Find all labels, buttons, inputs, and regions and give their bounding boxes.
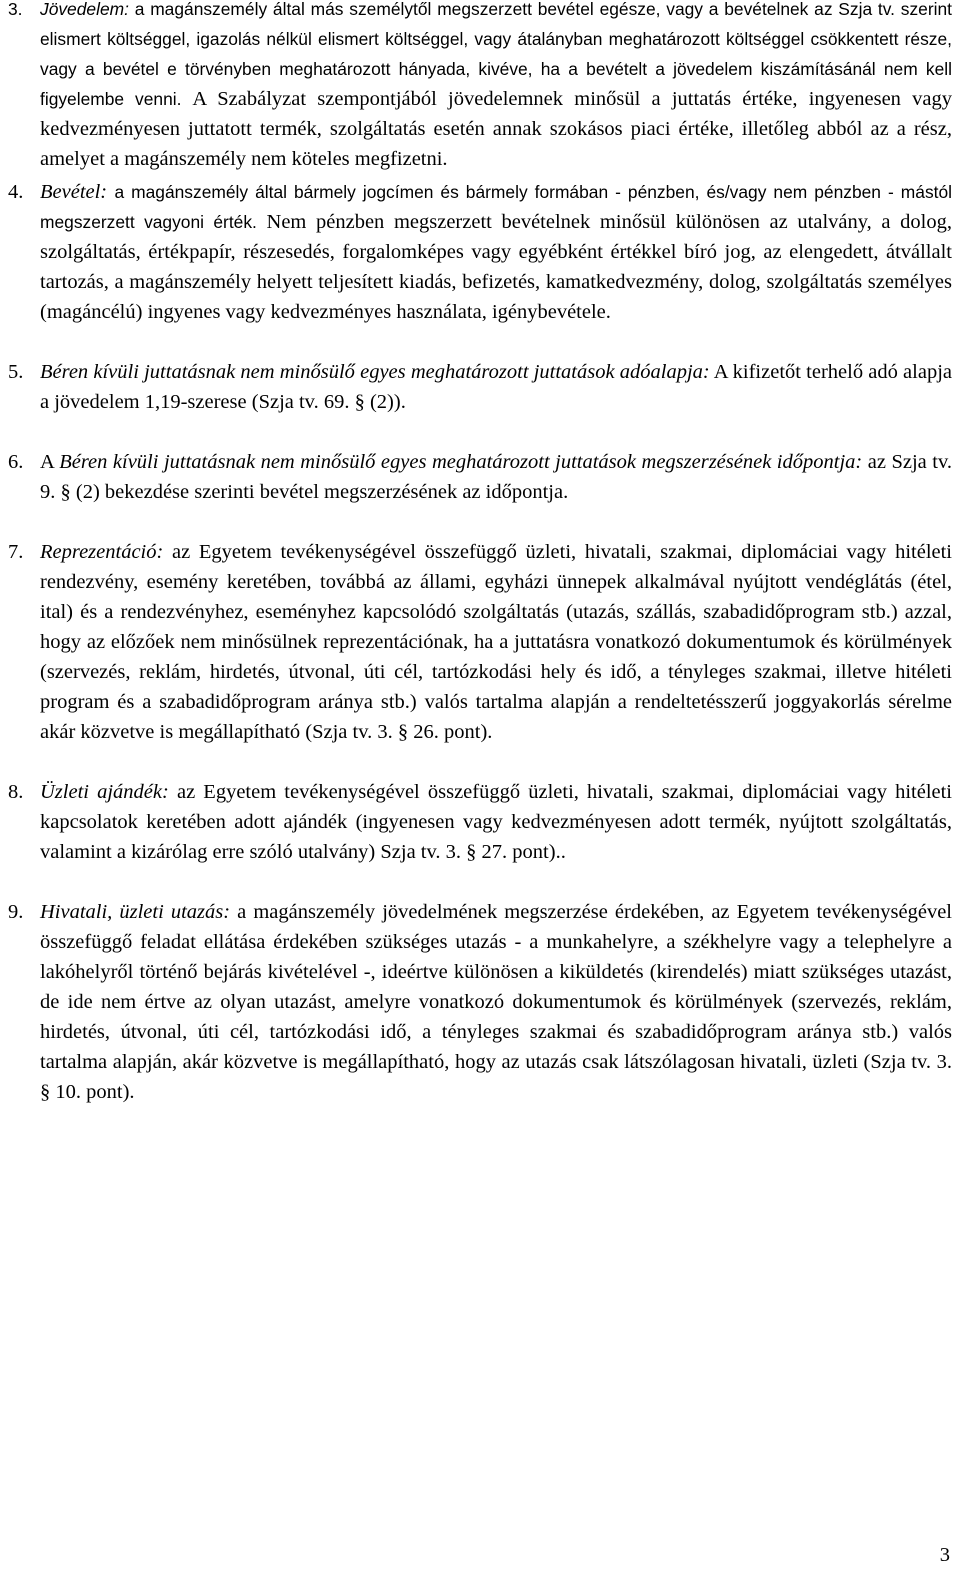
definition-text: az Szja tv. 9. § (2) bekezdése szerinti bevétel megszerzésének az időpontja. [40, 451, 953, 503]
definition-text: a magánszemély jövedelmének megszerzése érdekében, az Egyetem tevékenységével összefüggő feladat ellátása érdekében szükséges utazás - a munkahelyre, a székhelyre vagy a telephelyre a lakóhelyről történő bejárás kivételével -, ideértve különösen a kiküldetés (kirendelés) miatt szükséges utazást, de ide nem értve az olyan utazást, amelyre vonatkozó dokumentumok és körülmények (szervezés, reklám, hirdetés, útvonal, úti cél, tartózkodási idő, a tényleges szakmai és szabadidőprogram aránya stb.) valós tartalma alapján, akár közvetve is megállapítható, hogy az utazás csak látszólagosan hivatali, üzleti (Szja tv. 3. § 10. pont). [40, 901, 952, 1103]
definition-text-continued: Nem pénzben megszerzett bevételnek minősül különösen az utalvány, a dolog, szolgáltatás, értékpapír, részesedés, forgalomképes vagy egyébként értékkel bíró jog, az elengedett, átvállalt tartozás, a magánszemély helyett teljesített kiadás, befizetés, kamatkedvezmény, dolog, szolgáltatás személyes (magáncélú) ingyenes vagy kedvezményes használata, igénybevétele. [40, 211, 952, 323]
definition-item-3 [8, 0, 952, 174]
item-number: 6. [8, 451, 24, 473]
item-number: 7. [8, 541, 24, 563]
definition-term: Üzleti ajándék: [40, 781, 169, 803]
definition-term: Bevétel: [40, 181, 108, 203]
definition-prefix: A [40, 451, 54, 473]
definition-item-5 [8, 357, 952, 417]
definition-item-4 [8, 177, 952, 327]
definition-item-8 [8, 777, 952, 867]
item-number: 5. [8, 361, 24, 383]
definition-text: az Egyetem tevékenységével összefüggő üzleti, hivatali, szakmai, diplomáciai vagy hitéleti rendezvény, esemény keretében, továbbá az állami, egyházi ünnepek alkalmával nyújtott vendéglátás (étel, ital) és a rendezvényhez, eseményhez kapcsolódó szolgáltatás (utazás, szállás, szabadidőprogram stb.) azzal, hogy az előzőek nem minősülnek reprezentációnak, ha a juttatásra vonatkozó dokumentumok és körülmények (szervezés, reklám, hirdetés, útvonal, úti cél, tartózkodási hely és idő, a tényleges szakmai, illetve hitéleti program és a szabadidőprogram aránya stb.) valós tartalma alapján a rendeltetésszerű joggyakorlás sérelme akár közvetve is megállapítható (Szja tv. 3. § 26. pont). [40, 541, 953, 743]
definition-term: Reprezentáció: [40, 541, 164, 563]
definition-term: Béren kívüli juttatásnak nem minősülő egyes meghatározott juttatások adóalapja: [40, 361, 710, 383]
definition-text: a magánszemély által bármely jogcímen és bármely formában - pénzben, és/vagy nem pénzben - mástól megszerzett vagyoni érték. [40, 182, 953, 232]
definition-term: Béren kívüli juttatásnak nem minősülő egyes meghatározott juttatások megszerzésének időpontja: [59, 451, 863, 473]
definition-item-7 [8, 537, 952, 747]
definition-text: az Egyetem tevékenységével összefüggő üzleti, hivatali, szakmai, diplomáciai vagy hitéleti kapcsolatok keretében adott ajándék (ingyenesen vagy kedvezményesen adott termék, nyújtott szolgáltatás, valamint a kizárólag erre szóló utalvány) Szja tv. 3. § 27. pont).. [40, 781, 952, 863]
definition-term: Hivatali, üzleti utazás: [40, 901, 231, 923]
document-page [8, 0, 952, 1107]
item-number: 8. [8, 781, 24, 803]
definition-text-continued: A Szabályzat szempontjából jövedelemnek minősül a juttatás értéke, ingyenesen vagy kedvezményesen juttatott termék, szolgáltatás esetén annak szokásos piaci értéke, illetőleg abból az a rész, amelyet a magánszemély nem köteles megfizetni. [40, 88, 952, 170]
item-number: 9. [8, 901, 24, 923]
page-number: 3 [939, 1544, 950, 1566]
definition-item-6 [8, 447, 952, 507]
definition-item-9 [8, 897, 952, 1107]
definition-text: A kifizetőt terhelő adó alapja a jövedelem 1,19-szerese (Szja tv. 69. § (2)). [40, 361, 952, 413]
item-number: 4. [8, 181, 24, 203]
definition-term: Jövedelem: [40, 0, 129, 19]
definition-text: a magánszemély által más személytől megszerzett bevétel egésze, vagy a bevételnek az Szja tv. szerint elismert költséggel, igazolás nélkül elismert költséggel, vagy átalányban meghatározott költséggel csökkentett része, vagy a bevétel e törvényben meghatározott hányada, kivéve, ha a bevételt a jövedelem kiszámításánál nem kell figyelembe venni. [40, 0, 952, 109]
item-number: 3. [8, 0, 23, 19]
